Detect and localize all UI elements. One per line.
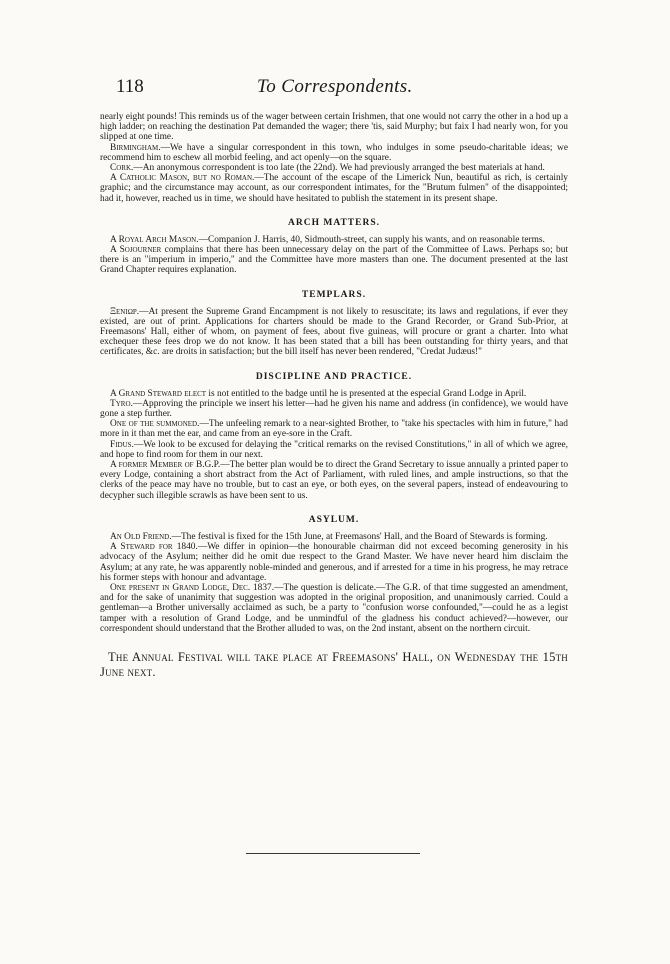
page-header bbox=[112, 74, 568, 104]
section-paragraph: A Royal Arch Mason.—Companion J. Harris, 40, Sidmouth-street, can supply his wants, and on reasonable terms. bbox=[110, 234, 545, 245]
section-heading-asylum: ASYLUM. bbox=[308, 514, 360, 525]
page-body bbox=[100, 112, 568, 680]
running-title: To Correspondents. bbox=[257, 76, 413, 97]
section-paragraph: One of the summoned.—The unfeeling remark to a near-sighted Brother, to "take his spectacles with him in future," had more in it than met the ear, and came from an eye-sore in the Craft. bbox=[100, 419, 568, 440]
intro-paragraph: nearly eight pounds! This reminds us of the wager between certain Irishmen, that one would not carry the other in a hod up a high ladder; on reaching the destination Pat demanded the wager; there 'tis, said Murphy; but faix I had nearly won, for you slipped at one time. bbox=[100, 112, 568, 143]
intro-paragraph: Birmingham.—We have a singular correspondent in this town, who indulges in some pseudo-charitable ideas; we recommend him to eschew all morbid feeling, and act openly—on the square. bbox=[100, 142, 568, 163]
intro-paragraph: A Catholic Mason, but no Roman.—The account of the escape of the Limerick Nun, beautiful as rich, is certainly graphic; and the circumstance may account, as our correspondent intimates, for the "Brutum fulmen" of the disappointed; had it, however, reached us in time, we should have hesitated to publish the statement in its present shape. bbox=[100, 173, 568, 204]
correspondent-name: A Royal Arch Mason. bbox=[110, 234, 199, 245]
closing-rule bbox=[246, 853, 420, 854]
section-paragraph: Tyro.—Approving the principle we insert his letter—had he given his name and address (in confidence), we would have gone a step further. bbox=[100, 398, 568, 420]
section-paragraph: Ξενιωρ.—At present the Supreme Grand Encampment is not likely to resuscitate; its laws and regulations, if ever they existed, are out of print. Applications for charters should be made to the Grand Recorder, or Grand Sub-Prior, at Freemasons' Hall, either of whom, on payment of fees, about five guineas, will procure or grant a charter. Into what exchequer these fees drop we do not know. It has been stated that a bill has been outstanding for thirty years, and that certificates, &c. are droits in satisfaction; but the bill itself has never been rendered, "Credat Judæus!" bbox=[100, 306, 568, 358]
correspondent-name: Ξενιωρ. bbox=[110, 306, 140, 317]
correspondent-name: Birmingham. bbox=[110, 142, 161, 153]
section-paragraph: A Steward for 1840.—We differ in opinion—the honourable chairman did not exceed becoming generosity in his advocacy of the Asylum; neither did he omit due respect to the Grand Master. We have never heard him disclaim the Asylum; at any rate, he was apparently noble-minded and generous, and if arrested for a time in his progress, he may retrace his former steps with honour and advantage. bbox=[100, 542, 568, 583]
correspondent-name: Fidus. bbox=[110, 439, 134, 450]
correspondent-name: Cork. bbox=[110, 163, 134, 174]
correspondent-name: One present in Grand Lodge, Dec. 1837. bbox=[110, 582, 275, 593]
page-number: 118 bbox=[116, 76, 144, 97]
correspondent-name: A Steward for 1840. bbox=[110, 542, 198, 553]
festival-announcement: The Annual Festival will take place at Freemasons' Hall, on Wednesday the 15th June next. bbox=[100, 649, 568, 679]
correspondent-name: One of the summoned. bbox=[110, 419, 200, 430]
section-heading-templars: TEMPLARS. bbox=[301, 289, 367, 300]
section-paragraph: A former Member of B.G.P.—The better plan would be to direct the Grand Secretary to issue annually a printed paper to every Lodge, containing a short abstract from the Act of Parliament, with ruled lines, and ample instructions, so that the clerks of the peace may have no trouble, but to cast an eye, or both eyes, on the several papers, instead of endeavouring to decypher such illegible scrawls as have been sent to us. bbox=[100, 460, 569, 501]
correspondent-name: A former Member of B.G.P. bbox=[110, 460, 221, 471]
section-paragraph: One present in Grand Lodge, Dec. 1837.—The question is delicate.—The G.R. of that time suggested an amendment, and for the sake of unanimity that suggestion was adopted in the original proposition, and unanimously carried. Could a gentleman—a Brother universally acclaimed as such, be a party to "confusion worse confounded,"—could he as a legist tamper with a resolution of Grand Lodge, and be unmindful of the gladness his conduct achieved?—however, our correspondent should understand that the Brother alluded to was, on the 2nd instant, absent on the northern circuit. bbox=[100, 582, 568, 634]
correspondent-name: A Grand Steward elect bbox=[110, 388, 207, 399]
intro-paragraph: Cork.—An anonymous correspondent is too late (the 22nd). We had previously arranged the best materials at hand. bbox=[110, 163, 545, 174]
section-paragraph: A Grand Steward elect is not entitled to the badge until he is presented at the especial Grand Lodge in April. bbox=[110, 388, 527, 399]
section-paragraph: An Old Friend.—The festival is fixed for the 15th June, at Freemasons' Hall, and the Board of Stewards is forming. bbox=[110, 531, 548, 542]
section-paragraph: Fidus.—We look to be excused for delaying the "critical remarks on the revised Constitutions," in all of which we agree, and hope to find room for them in our next. bbox=[100, 439, 568, 460]
section-heading-arch-matters: ARCH MATTERS. bbox=[288, 217, 380, 228]
section-paragraph: A Sojourner complains that there has been unnecessary delay on the part of the Committee of Laws. Perhaps so; but there is an "imperium in imperio," and the Committee have more masters than one. The document presented at the last Grand Chapter requires explanation. bbox=[100, 245, 568, 276]
correspondent-name: A Catholic Mason, but no Roman. bbox=[110, 173, 255, 184]
correspondent-name: Tyro. bbox=[110, 398, 133, 409]
correspondent-name: An Old Friend. bbox=[110, 531, 172, 542]
correspondent-name: A Sojourner bbox=[110, 245, 162, 256]
section-heading-discipline-and-practice: DISCIPLINE AND PRACTICE. bbox=[255, 371, 413, 382]
